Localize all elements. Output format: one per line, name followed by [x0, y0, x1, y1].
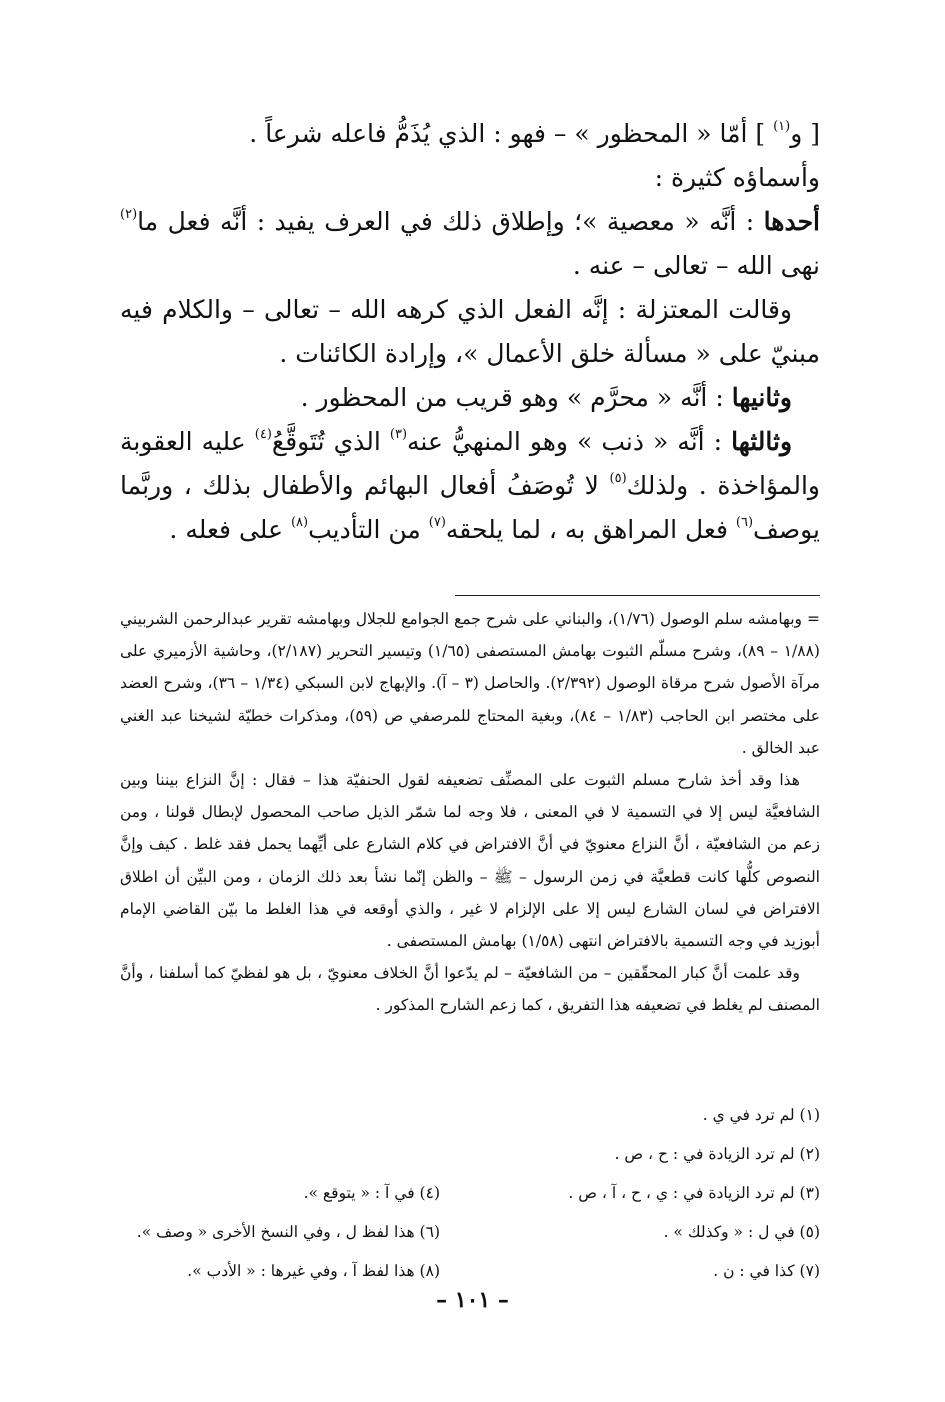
footnote-7: (٧) كذا في : ن .: [713, 1261, 820, 1280]
footnote-ref-4: (٤): [254, 427, 272, 442]
continued-notes: [120, 603, 820, 1022]
main-text: [120, 112, 820, 552]
text-segment: [ و: [790, 119, 820, 148]
text-segment: عليه العقوبة والمؤاخذة . ولذلك: [120, 427, 820, 500]
footnote-ref-5: (٥): [609, 471, 627, 486]
paragraph-third-name: [120, 420, 820, 552]
footnote-ref-3: (٣): [389, 427, 408, 442]
paragraph-second-name: [120, 376, 820, 420]
text-segment: : أنَّه « محرَّم » وهو قريب من المحظور .: [300, 383, 724, 412]
paragraph-mutazila: [120, 288, 820, 376]
footnote-4: (٤) في آ : « يتوقع ».: [303, 1183, 440, 1202]
footnote-6: (٦) هذا لفظ ل ، وفي النسخ الأخرى « وصف ».: [136, 1222, 440, 1241]
term-label: وثالثها: [731, 427, 793, 456]
paragraph-mahzur-definition: [120, 112, 820, 156]
text-segment: من التأديب: [308, 515, 421, 544]
footnote-ref-2: (٢): [120, 207, 138, 222]
note-commentary: هذا وقد أخذ شارح مسلم الثبوت على المصنِّف تضعيفه لقول الحنفيّة هذا – فقال : إنَّ النزاع بيننا وبين الشافعيَّة ليس إلا في التسمية لا في المعنى ، فلا وجه لما شمّر الذيل صاحب المحصول لإبطال قولنا ، ومن زعم من الشافعيّة ، أنَّ النزاع معنويّ في أنَّ الافتراض في كلام الشارع على أيِّهما يحمل فقد غلط . كيف وإنَّ النصوص كلُّها كانت قطعيَّة في زمن الرسول – ﷺ – والظن إنّما نشأ بعد ذلك الزمان ، ومن البيِّن أن اطلاق الافتراض في لسان الشارع ليس إلا على الإلزام لا غير ، والذي أوقعه في هذا الغلط ما بيّن القاضي الإمام أبوزيد في وجه التسمية بالافتراض انتهى (١/٥٨) بهامش المستصفى .: [120, 771, 820, 951]
footnote-8: (٨) هذا لفظ آ ، وفي غيرها : « الأدب ».: [187, 1261, 440, 1280]
footnote-ref-6: (٦): [735, 515, 754, 530]
page-number: – ١٠١ –: [436, 1287, 509, 1313]
text-segment: : أنَّه « ذنب » وهو المنهيُّ عنه: [407, 427, 723, 456]
footnote-ref-8: (٨): [290, 515, 309, 530]
footnote-3: (٣) لم ترد الزيادة في : ي ، ح ، آ ، ص .: [568, 1183, 820, 1202]
text-segment: الذي تُتَوقَّعُ: [271, 427, 381, 456]
note-conclusion: وقد علمت أنَّ كبار المحقّقين – من الشافعيّة – لم يدّعوا أنَّ الخلاف معنويّ ، بل هو لفظيّ كما أسلفنا ، وأنَّ المصنف لم يغلط في تضعيفه هذا التفريق ، كما زعم الشارح المذكور .: [120, 964, 820, 1015]
text-segment: وقالت المعتزلة : إنَّه الفعل الذي كرهه الله – تعالى – والكلام فيه مبنيّ على « مسألة خلق الأعمال »، وإرادة الكائنات .: [120, 295, 820, 368]
footnote-row: [120, 1173, 820, 1212]
footnote-row: [120, 1134, 820, 1173]
paragraph-first-name: [120, 200, 820, 288]
text-segment: لا تُوصَفُ أفعال البهائم والأطفال بذلك ، وربَّما يوصف: [120, 471, 820, 544]
footnote-ref-1: (١): [773, 119, 791, 134]
text-segment: على فعله .: [169, 515, 283, 544]
term-label: أحدها: [763, 207, 820, 236]
footnote-ref-7: (٧): [428, 515, 446, 530]
footnote-row: [120, 1212, 820, 1251]
footnote-row: [120, 1251, 820, 1290]
text-segment: : أنَّه « معصية »؛ وإطلاق ذلك في العرف يفيد : أنَّه فعل ما: [137, 207, 755, 236]
text-segment: فعل المراهق به ، لما يلحقه: [445, 515, 728, 544]
paragraph-names: [120, 156, 820, 200]
footnote-row: [120, 1095, 820, 1134]
footnotes: [120, 1095, 820, 1290]
text-segment: وأسماؤه كثيرة :: [654, 163, 820, 192]
footnote-5: (٥) في ل : « وكذلك » .: [663, 1222, 820, 1241]
footnote-divider: [455, 595, 820, 596]
term-label: وثانيها: [731, 383, 792, 412]
text-segment: ] أمّا « المحظور » – فهو : الذي يُذَمُّ فاعله شرعاً .: [249, 119, 766, 148]
footnote-2: (٢) لم ترد الزيادة في : ح ، ص .: [614, 1144, 820, 1163]
note-sources: = وبهامشه سلم الوصول (١/٧٦)، والبناني على شرح جمع الجوامع للجلال وبهامشه تقرير عبدالرحمن الشربيني (١/٨٨ – ٨٩)، وشرح مسلّم الثبوت بهامش المستصفى (١/٦٥) وتيسير التحرير (٢/١٨٧)، وحاشية الأزميري على مرآة الأصول شرح مرقاة الوصول (٢/٣٩٢). والحاصل (٣ – آ). والإبهاج لابن السبكي (١/٣٤ – ٣٦)، وشرح العضد على مختصر ابن الحاجب (١/٨٣ – ٨٤)، وبغية المحتاج للمرصفي ص (٥٩)، ومذكرات خطيّة لشيخنا عبد الغني عبد الخالق .: [120, 610, 821, 757]
text-segment: نهى الله – تعالى – عنه .: [572, 251, 820, 280]
footnote-1: (١) لم ترد في ي .: [702, 1105, 820, 1124]
